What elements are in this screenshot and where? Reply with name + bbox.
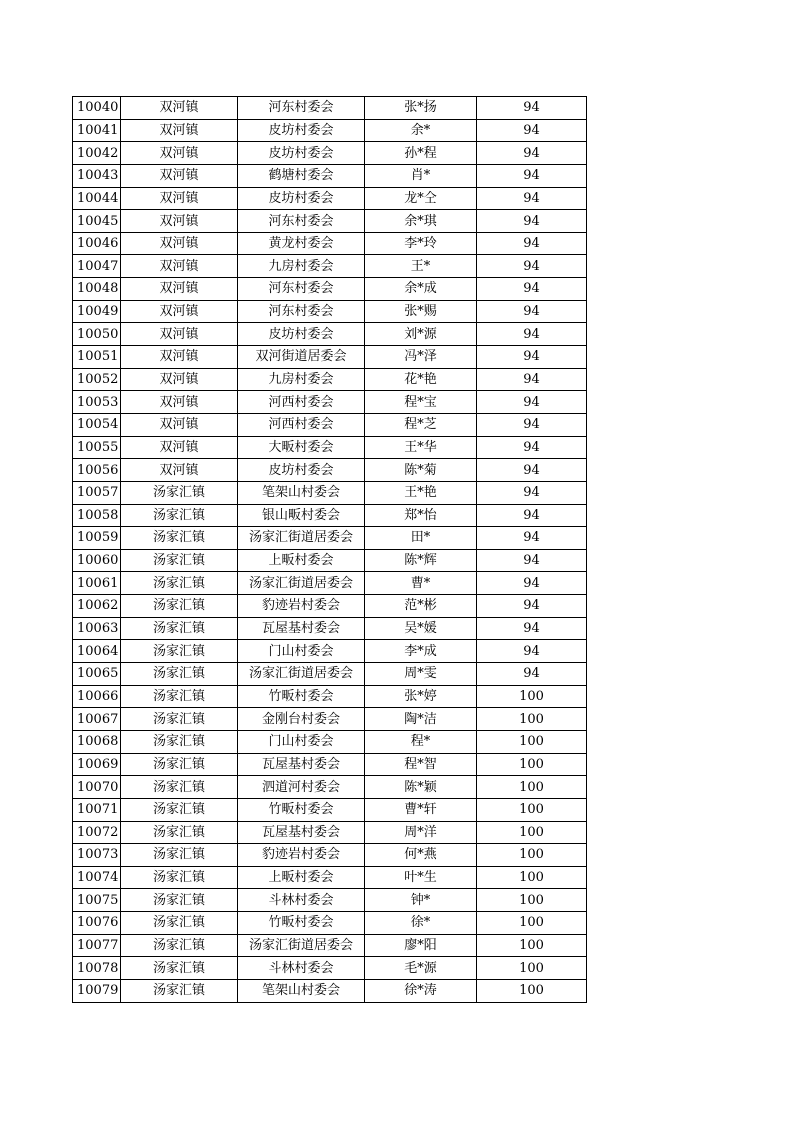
cell-id: 10052 [73,368,121,391]
cell-name: 王*华 [365,436,477,459]
cell-value: 94 [477,142,587,165]
cell-id: 10054 [73,413,121,436]
cell-name: 徐*涛 [365,979,477,1002]
cell-name: 程* [365,730,477,753]
cell-value: 100 [477,821,587,844]
cell-id: 10051 [73,346,121,369]
cell-value: 94 [477,549,587,572]
cell-name: 李*成 [365,640,477,663]
table-row [73,617,587,640]
cell-name: 孙*程 [365,142,477,165]
cell-id: 10074 [73,866,121,889]
cell-town: 汤家汇镇 [121,934,238,957]
cell-value: 94 [477,164,587,187]
cell-name: 肖* [365,164,477,187]
cell-town: 汤家汇镇 [121,776,238,799]
cell-village: 鹤塘村委会 [238,164,365,187]
cell-town: 双河镇 [121,210,238,233]
table-row [73,187,587,210]
cell-town: 双河镇 [121,97,238,120]
cell-village: 门山村委会 [238,640,365,663]
cell-name: 余*成 [365,278,477,301]
cell-name: 张*婷 [365,685,477,708]
cell-id: 10041 [73,119,121,142]
cell-name: 余* [365,119,477,142]
cell-village: 河东村委会 [238,278,365,301]
cell-village: 豹迹岩村委会 [238,595,365,618]
cell-id: 10066 [73,685,121,708]
cell-village: 河西村委会 [238,391,365,414]
cell-village: 河东村委会 [238,97,365,120]
cell-town: 双河镇 [121,278,238,301]
cell-name: 程*宝 [365,391,477,414]
cell-name: 吴*媛 [365,617,477,640]
cell-village: 瓦屋基村委会 [238,617,365,640]
cell-town: 双河镇 [121,413,238,436]
cell-id: 10047 [73,255,121,278]
cell-value: 94 [477,187,587,210]
cell-name: 陈*颖 [365,776,477,799]
cell-village: 竹畈村委会 [238,685,365,708]
cell-id: 10045 [73,210,121,233]
cell-value: 100 [477,866,587,889]
cell-id: 10073 [73,844,121,867]
cell-value: 100 [477,889,587,912]
cell-name: 叶*生 [365,866,477,889]
cell-town: 汤家汇镇 [121,798,238,821]
cell-name: 程*智 [365,753,477,776]
table-row [73,504,587,527]
cell-town: 汤家汇镇 [121,821,238,844]
cell-town: 双河镇 [121,346,238,369]
cell-id: 10042 [73,142,121,165]
cell-id: 10065 [73,663,121,686]
cell-name: 张*赐 [365,300,477,323]
table-row [73,142,587,165]
table-row [73,459,587,482]
table-row [73,436,587,459]
cell-id: 10068 [73,730,121,753]
table-row [73,640,587,663]
cell-id: 10078 [73,957,121,980]
table-body [73,97,587,1003]
table-row [73,979,587,1002]
cell-name: 程*芝 [365,413,477,436]
cell-town: 汤家汇镇 [121,912,238,935]
cell-value: 94 [477,210,587,233]
cell-name: 刘*源 [365,323,477,346]
cell-town: 双河镇 [121,300,238,323]
cell-id: 10046 [73,232,121,255]
cell-village: 泗道河村委会 [238,776,365,799]
table-row [73,889,587,912]
cell-id: 10055 [73,436,121,459]
cell-value: 94 [477,368,587,391]
cell-id: 10077 [73,934,121,957]
cell-village: 上畈村委会 [238,549,365,572]
cell-value: 94 [477,617,587,640]
cell-village: 汤家汇街道居委会 [238,572,365,595]
cell-id: 10050 [73,323,121,346]
cell-value: 100 [477,776,587,799]
cell-town: 双河镇 [121,459,238,482]
cell-value: 94 [477,119,587,142]
cell-name: 陶*洁 [365,708,477,731]
cell-value: 94 [477,572,587,595]
cell-town: 汤家汇镇 [121,617,238,640]
table-row [73,708,587,731]
cell-town: 汤家汇镇 [121,572,238,595]
cell-name: 郑*怡 [365,504,477,527]
cell-village: 金刚台村委会 [238,708,365,731]
cell-village: 汤家汇街道居委会 [238,934,365,957]
table-row [73,413,587,436]
cell-id: 10063 [73,617,121,640]
cell-value: 100 [477,708,587,731]
cell-id: 10067 [73,708,121,731]
table-row [73,527,587,550]
cell-village: 斗林村委会 [238,889,365,912]
cell-value: 94 [477,640,587,663]
cell-village: 竹畈村委会 [238,912,365,935]
table-row [73,164,587,187]
cell-id: 10070 [73,776,121,799]
cell-town: 双河镇 [121,368,238,391]
table-row [73,776,587,799]
cell-town: 双河镇 [121,436,238,459]
cell-id: 10048 [73,278,121,301]
cell-name: 毛*源 [365,957,477,980]
cell-name: 徐* [365,912,477,935]
cell-value: 94 [477,323,587,346]
cell-name: 龙*仝 [365,187,477,210]
cell-name: 陈*菊 [365,459,477,482]
cell-town: 双河镇 [121,142,238,165]
cell-town: 汤家汇镇 [121,595,238,618]
cell-value: 94 [477,300,587,323]
cell-value: 94 [477,346,587,369]
table-row [73,97,587,120]
cell-value: 100 [477,685,587,708]
table-row [73,957,587,980]
table-row [73,866,587,889]
cell-town: 汤家汇镇 [121,663,238,686]
cell-village: 河西村委会 [238,413,365,436]
cell-name: 陈*辉 [365,549,477,572]
cell-village: 笔架山村委会 [238,481,365,504]
table-row [73,549,587,572]
cell-value: 94 [477,527,587,550]
cell-village: 皮坊村委会 [238,142,365,165]
cell-town: 汤家汇镇 [121,730,238,753]
cell-id: 10044 [73,187,121,210]
cell-value: 94 [477,481,587,504]
cell-id: 10060 [73,549,121,572]
cell-id: 10056 [73,459,121,482]
cell-town: 双河镇 [121,187,238,210]
cell-value: 94 [477,255,587,278]
table-row [73,798,587,821]
cell-name: 周*雯 [365,663,477,686]
cell-name: 李*玲 [365,232,477,255]
table-row [73,730,587,753]
cell-town: 汤家汇镇 [121,527,238,550]
cell-id: 10076 [73,912,121,935]
table-row [73,323,587,346]
table-row [73,300,587,323]
table-row [73,481,587,504]
cell-town: 汤家汇镇 [121,957,238,980]
cell-name: 王* [365,255,477,278]
cell-town: 双河镇 [121,119,238,142]
cell-value: 100 [477,934,587,957]
table-row [73,368,587,391]
table-row [73,346,587,369]
cell-town: 双河镇 [121,164,238,187]
cell-village: 黄龙村委会 [238,232,365,255]
cell-value: 94 [477,504,587,527]
cell-name: 钟* [365,889,477,912]
cell-village: 河东村委会 [238,300,365,323]
cell-town: 汤家汇镇 [121,753,238,776]
cell-name: 范*彬 [365,595,477,618]
cell-id: 10079 [73,979,121,1002]
cell-name: 张*扬 [365,97,477,120]
cell-town: 汤家汇镇 [121,685,238,708]
cell-town: 双河镇 [121,391,238,414]
data-table [72,96,587,1003]
cell-village: 笔架山村委会 [238,979,365,1002]
cell-id: 10062 [73,595,121,618]
cell-value: 94 [477,459,587,482]
cell-village: 瓦屋基村委会 [238,821,365,844]
cell-village: 上畈村委会 [238,866,365,889]
cell-town: 双河镇 [121,232,238,255]
cell-name: 花*艳 [365,368,477,391]
cell-value: 94 [477,232,587,255]
cell-id: 10072 [73,821,121,844]
cell-value: 100 [477,957,587,980]
cell-village: 汤家汇街道居委会 [238,527,365,550]
table-row [73,821,587,844]
cell-value: 94 [477,595,587,618]
cell-value: 100 [477,912,587,935]
cell-village: 银山畈村委会 [238,504,365,527]
cell-value: 94 [477,663,587,686]
cell-value: 94 [477,413,587,436]
cell-name: 廖*阳 [365,934,477,957]
table-row [73,685,587,708]
cell-id: 10058 [73,504,121,527]
cell-id: 10049 [73,300,121,323]
cell-value: 100 [477,730,587,753]
cell-value: 94 [477,391,587,414]
cell-name: 何*燕 [365,844,477,867]
cell-village: 皮坊村委会 [238,323,365,346]
table-row [73,844,587,867]
table-row [73,663,587,686]
cell-village: 汤家汇街道居委会 [238,663,365,686]
cell-village: 瓦屋基村委会 [238,753,365,776]
cell-id: 10061 [73,572,121,595]
cell-village: 门山村委会 [238,730,365,753]
cell-value: 100 [477,979,587,1002]
cell-name: 曹*轩 [365,798,477,821]
cell-value: 94 [477,436,587,459]
cell-village: 大畈村委会 [238,436,365,459]
cell-town: 汤家汇镇 [121,866,238,889]
table-row [73,255,587,278]
cell-village: 九房村委会 [238,255,365,278]
cell-id: 10053 [73,391,121,414]
cell-id: 10043 [73,164,121,187]
cell-name: 曹* [365,572,477,595]
cell-town: 汤家汇镇 [121,640,238,663]
cell-id: 10059 [73,527,121,550]
cell-town: 汤家汇镇 [121,844,238,867]
table-row [73,391,587,414]
cell-town: 汤家汇镇 [121,708,238,731]
cell-village: 竹畈村委会 [238,798,365,821]
cell-town: 双河镇 [121,255,238,278]
cell-value: 100 [477,844,587,867]
cell-town: 汤家汇镇 [121,549,238,572]
cell-town: 双河镇 [121,323,238,346]
cell-id: 10075 [73,889,121,912]
cell-name: 冯*泽 [365,346,477,369]
cell-value: 100 [477,798,587,821]
table-row [73,210,587,233]
cell-value: 100 [477,753,587,776]
cell-value: 94 [477,97,587,120]
cell-id: 10040 [73,97,121,120]
table-row [73,278,587,301]
cell-town: 汤家汇镇 [121,889,238,912]
cell-village: 河东村委会 [238,210,365,233]
cell-village: 皮坊村委会 [238,187,365,210]
cell-name: 王*艳 [365,481,477,504]
table-row [73,232,587,255]
table-row [73,934,587,957]
cell-name: 余*琪 [365,210,477,233]
table-row [73,595,587,618]
cell-id: 10057 [73,481,121,504]
cell-id: 10071 [73,798,121,821]
table-row [73,572,587,595]
table-row [73,753,587,776]
cell-village: 皮坊村委会 [238,459,365,482]
cell-id: 10069 [73,753,121,776]
table-row [73,912,587,935]
cell-village: 双河街道居委会 [238,346,365,369]
cell-village: 皮坊村委会 [238,119,365,142]
cell-village: 九房村委会 [238,368,365,391]
table-row [73,119,587,142]
cell-name: 田* [365,527,477,550]
cell-village: 豹迹岩村委会 [238,844,365,867]
cell-village: 斗林村委会 [238,957,365,980]
cell-town: 汤家汇镇 [121,481,238,504]
cell-id: 10064 [73,640,121,663]
cell-town: 汤家汇镇 [121,504,238,527]
cell-value: 94 [477,278,587,301]
cell-name: 周*洋 [365,821,477,844]
cell-town: 汤家汇镇 [121,979,238,1002]
